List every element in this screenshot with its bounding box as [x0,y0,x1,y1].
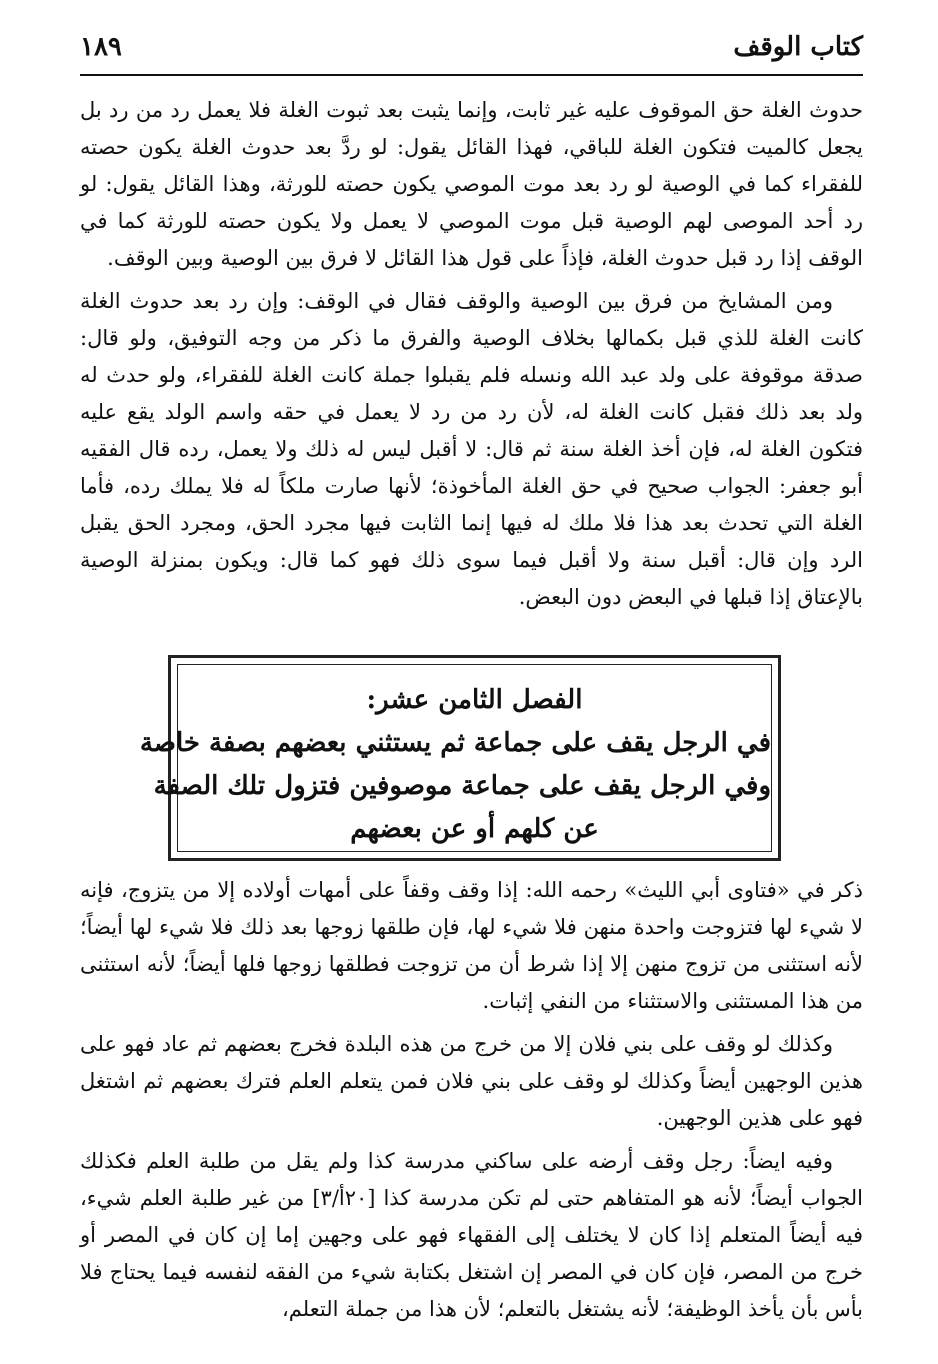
paragraph: ذكر في «فتاوى أبي الليث» رحمه الله: إذا وقف وقفاً على أمهات أولاده إلا من يتزوج، فإنه لا شيء لها فتزوجت واحدة منهن فلا شيء لها، فإن طلقها زوجها بعد ذلك فلا شيء لها أيضاً؛ لأنه استثنى من تزوج منهن إلا إذا شرط أن من تزوجت فطلقها زوجها فلها أيضاً؛ لأنه استثنى من هذا المستثنى والاستثناء من النفي إثبات. [80,878,863,1013]
chapter-title-line: في الرجل يقف على جماعة ثم يستثني بعضهم بصفة خاصة [139,728,771,758]
chapter-title-line: وفي الرجل يقف على جماعة موصوفين فتزول تلك الصفة [153,771,771,801]
paragraph: وكذلك لو وقف على بني فلان إلا من خرج من هذه البلدة فخرج بعضهم ثم عاد فهو على هذين الوجهين أيضاً وكذلك لو وقف على بني فلان فمن يتعلم العلم فترك بعضهم ثم اشتغل فهو على هذين الوجهين. [80,1032,863,1130]
paragraph: حدوث الغلة حق الموقوف عليه غير ثابت، وإنما يثبت بعد ثبوت الغلة فلا يعمل رد من رد بل يجعل كالميت فتكون الغلة للباقي، فهذا القائل يقول: لو ردَّ بعد حدوث الغلة يكون حصته للفقراء كما في الوصية لو رد بعد موت الموصي يكون حصته للورثة، وهذا القائل يقول: لو رد أحد الموصى لهم الوصية قبل موت الموصي لا يعمل ولا يكون حصته للورثة كما في الوقف إذا رد قبل حدوث الغلة، فإذاً على قول هذا القائل لا فرق بين الوصية وبين الوقف. [80,98,863,270]
chapter-heading: الفصل الثامن عشر: [366,685,583,715]
chapter-title-box [139,655,781,861]
paragraph: ومن المشايخ من فرق بين الوصية والوقف فقال في الوقف: وإن رد بعد حدوث الغلة كانت الغلة للذي قبل بكمالها بخلاف الوصية والفرق ما ذكر من وجه التوفيق، ولو قال: صدقة موقوفة على ولد عبد الله ونسله فلم يقبلوا جملة كانت الغلة للفقراء، ولو حدث له ولد بعد ذلك فقبل كانت الغلة له، لأن رد من رد لا يعمل في حقه واسم الولد يقع عليه فتكون الغلة له، فإن أخذ الغلة سنة ثم قال: لا أقبل ليس له ذلك ولا يعمل، رده قال الفقيه أبو جعفر: الجواب صحيح في حق الغلة المأخوذة؛ لأنها صارت ملكاً له فلا يملك رده، فأما الغلة التي تحدث بعد هذا فلا ملك له فيها إنما الثابت فيها مجرد الحق، ومجرد الحق يقبل الرد وإن قال: أقبل سنة ولا أقبل فيما سوى ذلك فهو كما قال: ويكون بمنزلة الوصية بالإعتاق إذا قبلها في البعض دون البعض. [80,289,863,609]
chapter-title-inner-frame [139,664,772,852]
running-header [80,30,863,76]
text-block-bottom [80,872,863,1334]
book-title: كتاب الوقف [733,32,863,62]
text-block-top [80,92,863,622]
chapter-title-line: عن كلهم أو عن بعضهم [350,814,599,844]
page-number: ١٨٩ [80,32,122,62]
paragraph: وفيه ايضاً: رجل وقف أرضه على ساكني مدرسة كذا ولم يقل من طلبة العلم فكذلك الجواب أيضاً؛ لأنه هو المتفاهم حتى لم تكن مدرسة كذا [٢٠أ/٣] من غير طلبة العلم شيء، فيه أيضاً المتعلم إذا كان لا يختلف إلى الفقهاء فهو على وجهين إما إن كان في المصر أو خرج من المصر، فإن كان في المصر إن اشتغل بكتابة شيء من الفقه لنفسه فيما يحتاج فلا بأس بأن يأخذ الوظيفة؛ لأنه يشتغل بالتعلم؛ لأن هذا من جملة التعلم، [80,1149,863,1321]
